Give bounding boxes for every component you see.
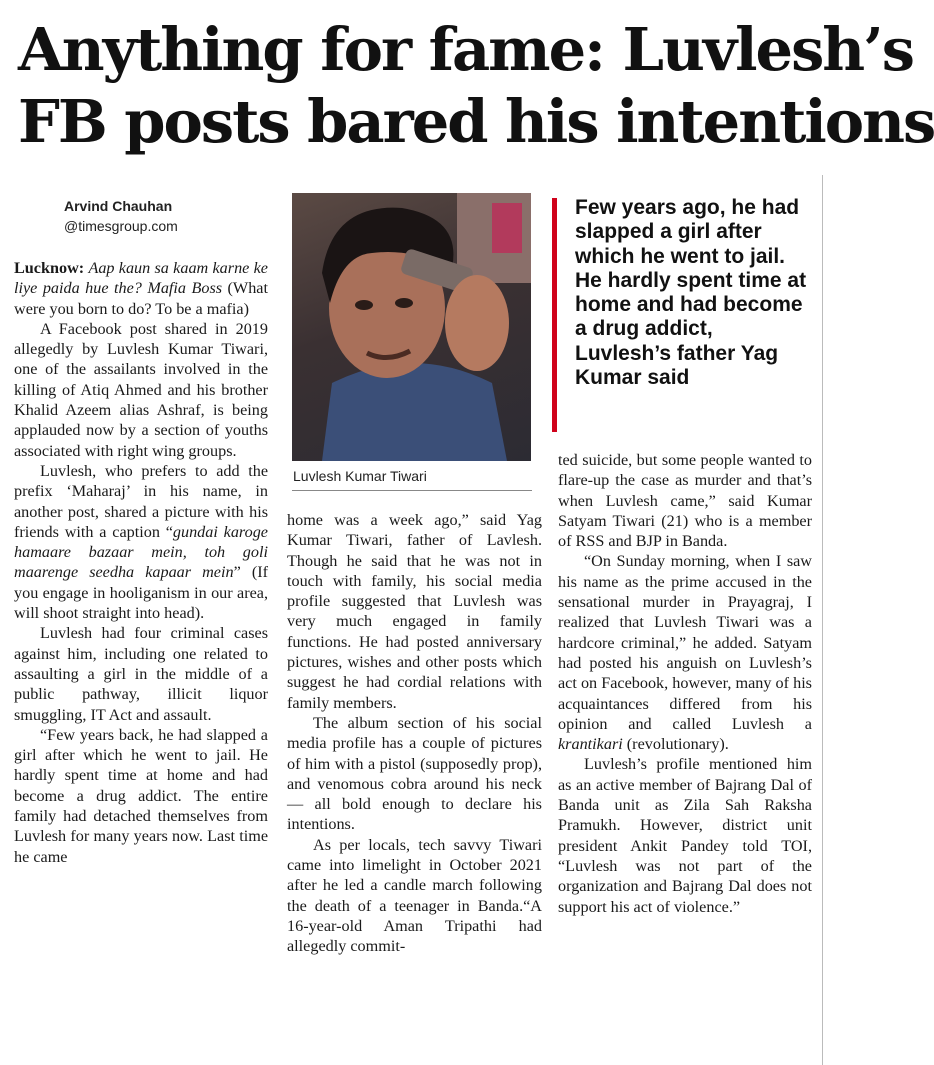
author-name: Arvind Chauhan <box>64 198 173 214</box>
article-column-3 <box>558 450 812 917</box>
body-paragraph: ted suicide, but some people wanted to flare-up the case as murder and that’s when Luvlesh came,” said Kumar Satyam Tiwari (21) who is a member of RSS and BJP in Banda. <box>558 451 812 551</box>
byline <box>64 196 264 236</box>
portrait-illustration <box>292 193 531 461</box>
pull-quote: Few years ago, he had slapped a girl after which he went to jail. He hardly spent time at home and had become a drug addict, Luvlesh’s father Yag Kumar said <box>575 196 807 390</box>
body-paragraph: As per locals, tech savvy Tiwari came into limelight in October 2021 after he led a candle march following the death of a teenager in Banda.“A 16-year-old Aman Tripathi had allegedly commit- <box>287 835 542 956</box>
shirt-shape <box>322 363 507 461</box>
body-paragraph <box>14 461 268 623</box>
eye-shape <box>395 298 413 308</box>
article-column-2 <box>287 510 542 957</box>
dateline: Lucknow: <box>14 259 85 277</box>
photo-caption: Luvlesh Kumar Tiwari <box>293 468 427 484</box>
italic-term: krantikari <box>558 735 623 754</box>
body-paragraph: Luvlesh’s profile mentioned him as an active member of Bajrang Dal of Banda unit as Zila Sah Raksha Pramukh. However, district unit president Ankit Pandey told TOI, “Luvlesh was not part of the organization and Bajrang Dal does not support his act of violence.” <box>558 755 812 916</box>
body-text: ” (If you engage in hooliganism in our area, will shoot straight into head). <box>14 563 268 623</box>
background-object <box>492 203 522 253</box>
body-paragraph: The album section of his social media profile has a couple of pictures of him with a pistol (supposedly prop), and venomous cobra around his neck — all bold enough to declare his intentions. <box>287 713 542 834</box>
pull-quote-accent-bar <box>552 198 557 432</box>
headline-line-1: Anything for fame: Luvlesh’s <box>18 15 913 84</box>
article-column-1 <box>14 258 268 867</box>
translation: (What were you born to do? To be a mafia) <box>14 279 268 318</box>
portrait-photo <box>292 193 531 461</box>
italic-quote: Aap kaun sa kaam karne ke liye paida hue the? Mafia Boss <box>14 259 268 298</box>
author-organization: @timesgroup.com <box>64 218 178 234</box>
body-paragraph <box>14 258 268 319</box>
italic-quote: gundai karoge hamaare bazaar mein, toh goli maarenge seedha kapaar mein <box>14 522 268 582</box>
body-paragraph: A Facebook post shared in 2019 allegedly by Luvlesh Kumar Tiwari, one of the assailants involved in the killing of Atiq Ahmed and his brother Khalid Azeem alias Ashraf, is being applauded now by a section of youths associated with right wing groups. <box>14 319 268 460</box>
body-text: (revolutionary). <box>626 735 729 754</box>
body-paragraph <box>558 551 812 754</box>
body-paragraph: “Few years back, he had slapped a girl after which he went to jail. He hardly spent time at home and had become a drug addict. The entire family had detached themselves from Luvlesh for many years now. Last time he came <box>14 725 268 866</box>
body-text: Luvlesh, who prefers to add the prefix ‘Maharaj’ in his name, in another post, shared a picture with his friends with a caption “ <box>14 461 268 541</box>
eye-shape <box>355 300 373 310</box>
body-paragraph: Luvlesh had four criminal cases against him, including one related to assaulting a girl in the middle of a public pathway, illicit liquor smuggling, IT Act and assault. <box>14 624 268 724</box>
headline <box>18 14 934 158</box>
headline-line-2: FB posts bared his intentions <box>18 87 934 156</box>
body-paragraph: home was a week ago,” said Yag Kumar Tiwari, father of Lavlesh. Though he said that he was not in touch with family, his social media profile suggested that Luvlesh was very much engaged in family functions. He had posted anniversary pictures, wishes and other posts which suggest he had cordial relations with family members. <box>287 511 542 712</box>
body-text: “On Sunday morning, when I saw his name as the prime accused in the sensational murder in Prayagraj, I realized that Luvlesh Tiwari was a hardcore criminal,” he added. Satyam had posted his anguish on Luvlesh’s act on Facebook, however, many of his acquaintances differed from his opinion and called Luvlesh a <box>558 552 812 733</box>
hand-shape <box>445 275 509 371</box>
column-edge-rule <box>822 175 823 1065</box>
caption-divider <box>292 490 532 491</box>
